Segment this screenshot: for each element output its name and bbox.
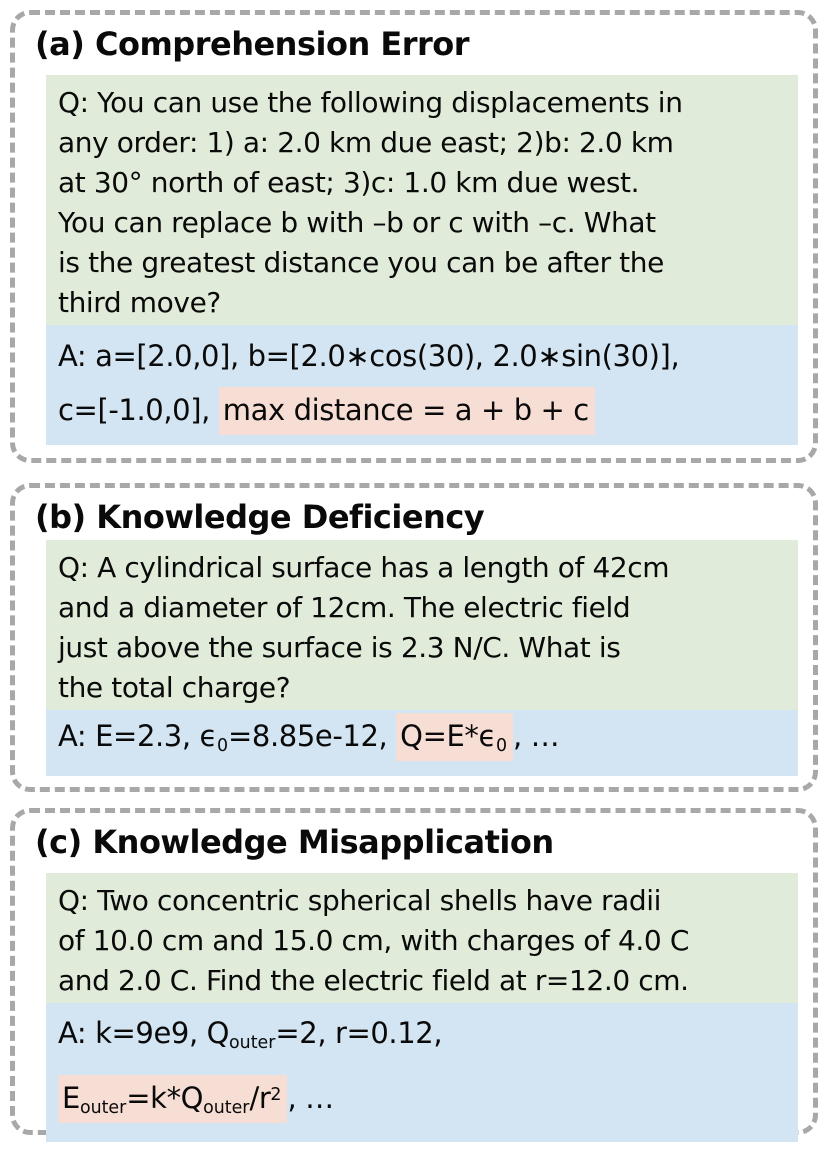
- panel-knowledge-misapplication: [10, 808, 818, 1135]
- question-line: and 2.0 C. Find the electric field at r=12.0 cm.: [58, 964, 689, 997]
- question-line: Q: You can use the following displacements in: [58, 86, 683, 119]
- question-line: and a diameter of 12cm. The electric field: [58, 591, 631, 624]
- answer-text: , …: [287, 1080, 334, 1115]
- panel-comprehension-error: [10, 10, 818, 463]
- answer-line: [58, 383, 788, 437]
- answer-text: A: a=[2.0,0], b=[2.0∗cos(30), 2.0∗sin(30)],: [58, 339, 680, 373]
- question-line: third move?: [58, 286, 221, 319]
- answer-line: [58, 1007, 788, 1069]
- question-line: is the greatest distance you can be after the: [58, 246, 664, 279]
- answer-text: A: k=9e9, $Q_{outer}=2$, r=0.12,: [58, 1016, 443, 1053]
- question-line: at 30° north of east; 3)c: 1.0 km due west.: [58, 166, 640, 199]
- answer-block: [46, 710, 798, 776]
- question-block: [46, 540, 798, 710]
- answer-block: [46, 325, 798, 445]
- error-highlight: $Q=E*\epsilon_0$: [396, 713, 513, 761]
- error-highlight: max distance = a + b + c: [219, 387, 595, 435]
- answer-block: [46, 1003, 798, 1142]
- panel-title: (a) Comprehension Error: [35, 25, 470, 63]
- question-line: the total charge?: [58, 671, 291, 704]
- answer-line: [58, 329, 788, 383]
- question-line: Q: A cylindrical surface has a length of 42cm: [58, 551, 670, 584]
- answer-text: , …: [513, 719, 560, 753]
- question-block: [46, 873, 798, 1003]
- question-line: You can replace b with –b or c with –c. What: [58, 206, 656, 239]
- answer-line: [58, 1069, 788, 1134]
- question-line: just above the surface is 2.3 N/C. What is: [58, 631, 621, 664]
- error-taxonomy-figure: [10, 10, 830, 1135]
- answer-text: c=[-1.0,0],: [58, 393, 219, 427]
- question-block: [46, 75, 798, 325]
- answer-line: [58, 714, 788, 768]
- error-highlight: $E_{outer}=k*Q_{outer}/r^2$: [58, 1075, 287, 1123]
- answer-text: A: E=2.3, $\epsilon_0=8.85e-12$,: [58, 719, 397, 756]
- question-line: any order: 1) a: 2.0 km due east; 2)b: 2.0 km: [58, 126, 674, 159]
- question-line: of 10.0 cm and 15.0 cm, with charges of 4.0 C: [58, 924, 689, 957]
- panel-title: (c) Knowledge Misapplication: [35, 823, 554, 861]
- question-line: Q: Two concentric spherical shells have radii: [58, 884, 662, 917]
- panel-title: (b) Knowledge Deficiency: [35, 498, 485, 536]
- panel-knowledge-deficiency: [10, 483, 818, 792]
